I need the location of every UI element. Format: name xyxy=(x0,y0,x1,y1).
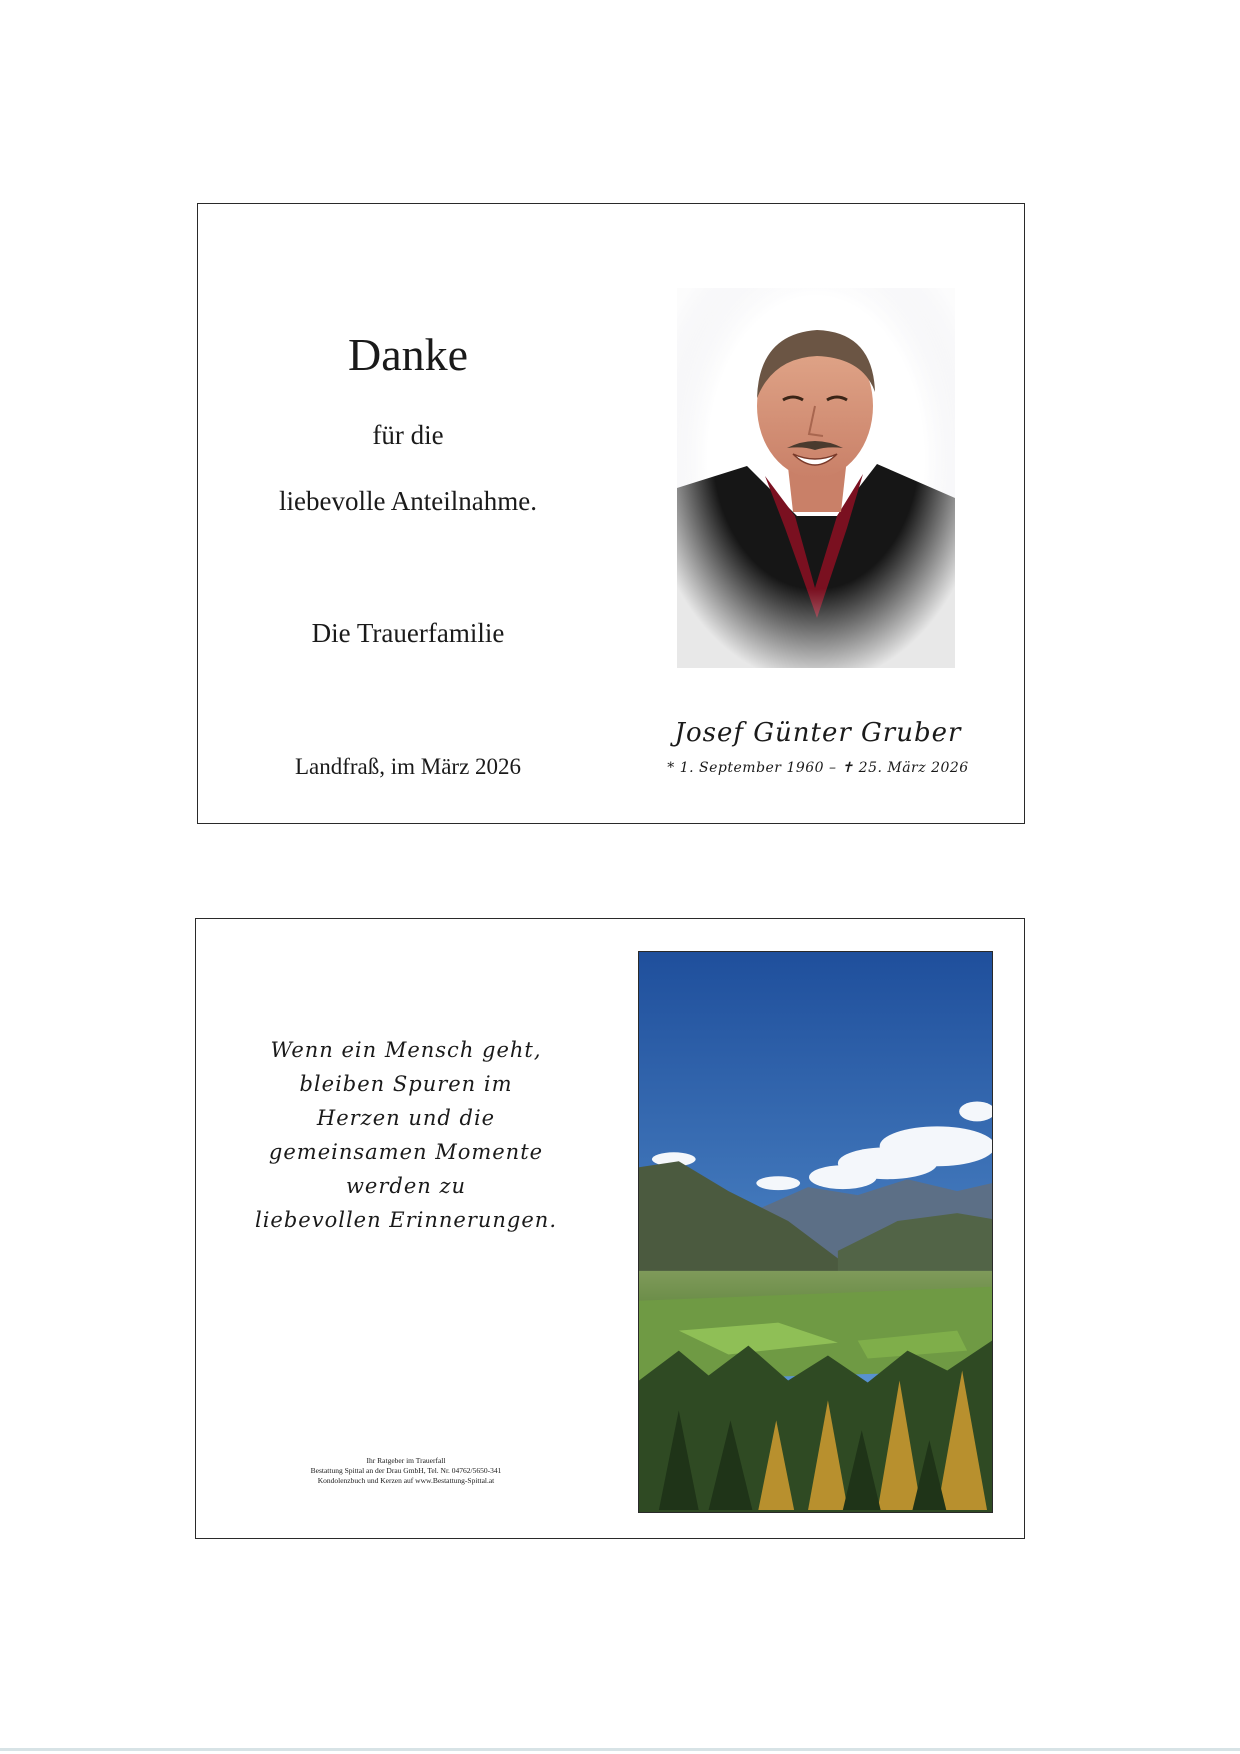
life-dates: * 1. September 1960 – ✝ 25. März 2026 xyxy=(667,760,969,776)
family-signature: Die Trauerfamilie xyxy=(311,618,505,648)
poem-line: bleiben Spuren im xyxy=(299,1072,513,1096)
memorial-poem xyxy=(196,1033,616,1237)
thank-you-card-back xyxy=(195,918,1025,1539)
poem-line: gemeinsamen Momente xyxy=(268,1140,544,1164)
place-and-date: Landfraß, im März 2026 xyxy=(294,754,522,779)
thanks-line-2: liebevolle Anteilnahme. xyxy=(279,486,537,516)
card-title: Danke xyxy=(347,329,469,380)
thank-you-card-front xyxy=(197,203,1025,824)
portrait-photo-icon xyxy=(677,288,955,668)
poem-line: Herzen und die xyxy=(316,1106,496,1130)
deceased-name: Josef Günter Gruber xyxy=(674,718,962,748)
footer-line: Ihr Ratgeber im Trauerfall xyxy=(366,1456,446,1465)
funeral-home-footer xyxy=(196,1456,616,1486)
poem-line: liebevollen Erinnerungen. xyxy=(254,1208,558,1232)
scan-edge-line xyxy=(0,1748,1240,1751)
mountain-landscape-photo-icon xyxy=(638,951,993,1513)
footer-line: Kondolenzbuch und Kerzen auf www.Bestattung-Spittal.at xyxy=(317,1476,495,1485)
footer-line: Bestattung Spittal an der Drau GmbH, Tel. Nr. 04762/5650-341 xyxy=(310,1466,502,1475)
thanks-line-1: für die xyxy=(372,420,444,450)
poem-line: Wenn ein Mensch geht, xyxy=(270,1038,542,1062)
poem-line: werden zu xyxy=(345,1174,467,1198)
